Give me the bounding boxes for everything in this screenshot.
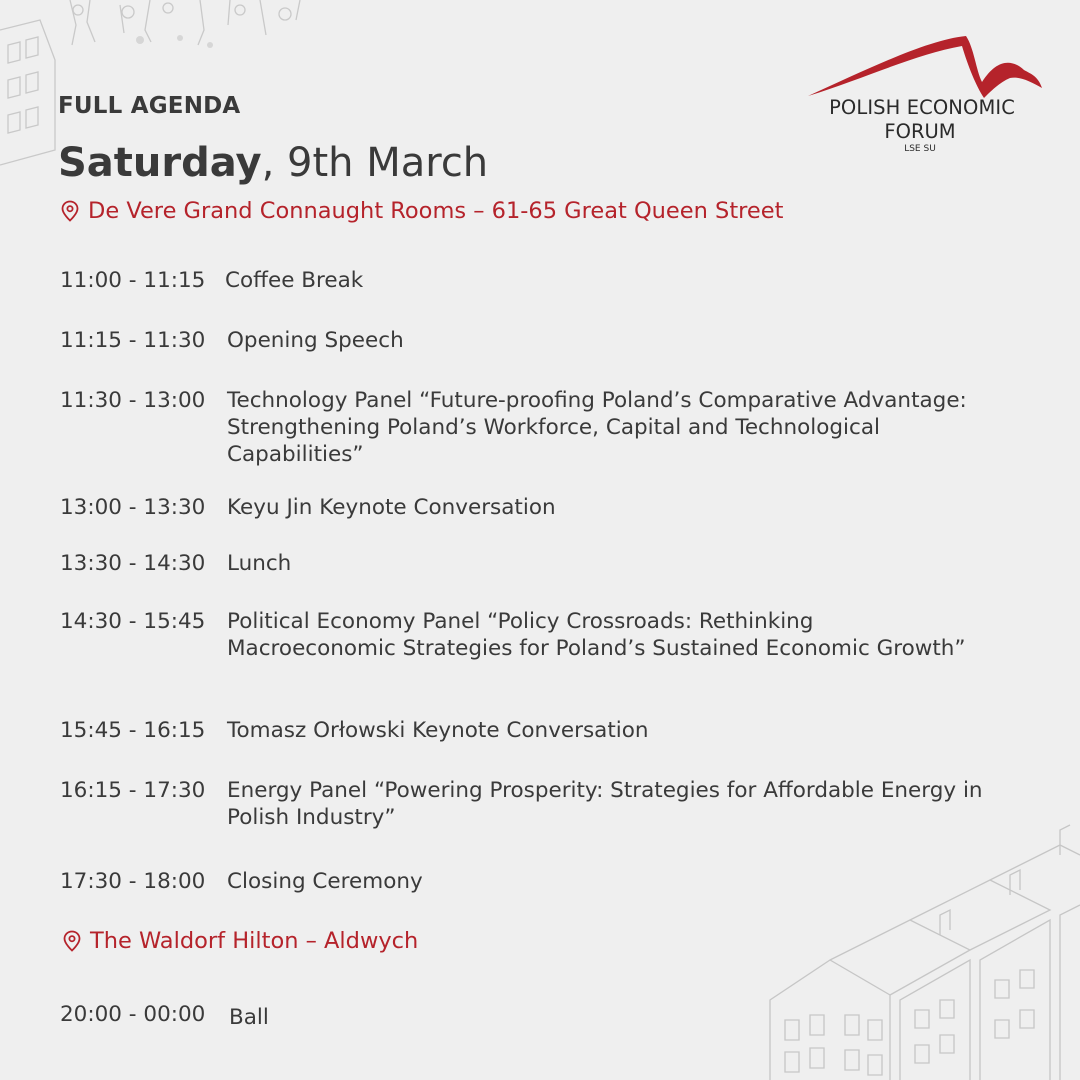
page-title	[58, 140, 488, 186]
rooftops-sketch-decoration	[760, 820, 1080, 1080]
eagle-swoosh-icon	[806, 30, 1046, 100]
venue-main	[60, 198, 783, 224]
agenda-time: 13:30 - 14:30	[60, 551, 206, 576]
agenda-time: 15:45 - 16:15	[60, 718, 206, 743]
agenda-time: 13:00 - 13:30	[60, 495, 206, 520]
agenda-event: Coffee Break	[225, 268, 364, 293]
title-day: Saturday	[58, 140, 262, 186]
agenda-event: Opening Speech	[227, 328, 404, 353]
location-pin-icon	[60, 200, 80, 222]
agenda-event: Lunch	[227, 551, 292, 576]
agenda-event: Closing Ceremony	[227, 869, 423, 894]
agenda-time: 20:00 - 00:00	[60, 1002, 206, 1027]
polish-economic-forum-logo	[806, 30, 1046, 160]
agenda-event: Technology Panel “Future-proofing Poland’s Comparative Advantage: Strengthening Poland’s Workforce, Capital and Technological Capabilities”	[227, 388, 967, 467]
agenda-time: 17:30 - 18:00	[60, 869, 206, 894]
agenda-event: Energy Panel “Powering Prosperity: Strategies for Affordable Energy in Polish Industry”	[227, 778, 983, 830]
agenda-time: 11:00 - 11:15	[60, 268, 206, 293]
agenda-time: 11:15 - 11:30	[60, 328, 206, 353]
section-label: FULL AGENDA	[58, 93, 241, 119]
agenda-time: 14:30 - 15:45	[60, 609, 206, 634]
venue-evening	[62, 928, 418, 954]
logo-line-3: LSE SU	[904, 144, 936, 154]
agenda-time: 16:15 - 17:30	[60, 778, 206, 803]
agenda-event: Ball	[229, 1005, 269, 1030]
title-date: , 9th March	[261, 140, 489, 186]
location-pin-icon	[62, 930, 82, 952]
agenda-event: Tomasz Orłowski Keynote Conversation	[227, 718, 649, 743]
agenda-time: 11:30 - 13:00	[60, 388, 206, 413]
venue-name: The Waldorf Hilton – Aldwych	[90, 928, 419, 954]
logo-line-2: FORUM	[884, 120, 956, 143]
agenda-event: Political Economy Panel “Policy Crossroads: Rethinking Macroeconomic Strategies for Poland’s Sustained Economic Growth”	[227, 609, 966, 661]
agenda-event: Keyu Jin Keynote Conversation	[227, 495, 556, 520]
venue-name: De Vere Grand Connaught Rooms – 61-65 Great Queen Street	[88, 198, 784, 224]
logo-line-1: POLISH ECONOMIC	[829, 96, 1015, 119]
